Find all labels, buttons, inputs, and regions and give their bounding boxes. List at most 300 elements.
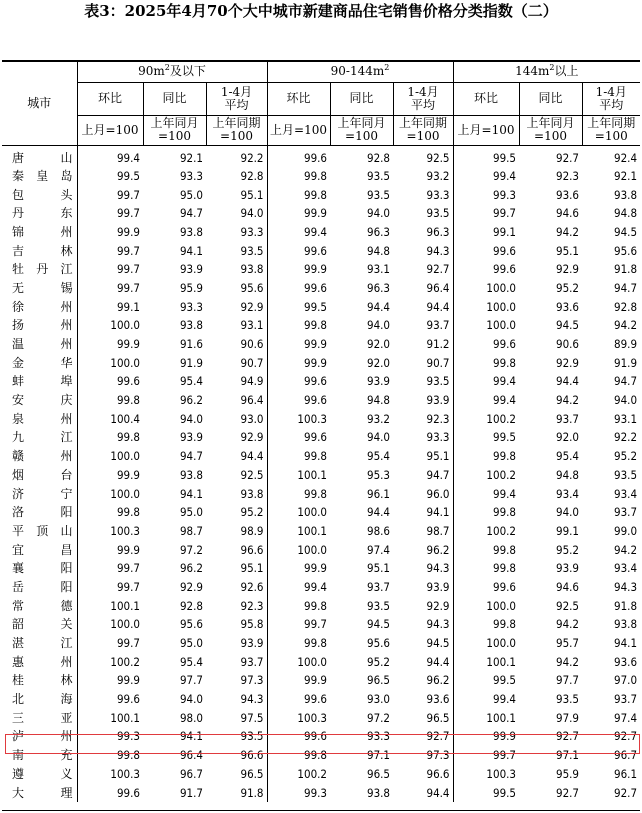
- index-value: 92.8: [179, 598, 203, 613]
- index-value: 94.4: [555, 374, 580, 389]
- city-name: 湛江: [2, 634, 77, 653]
- city-name: 惠州: [2, 652, 77, 671]
- index-value: 100.0: [486, 299, 517, 314]
- index-value: 95.2: [206, 503, 267, 522]
- index-value: 94.0: [366, 430, 391, 445]
- base-header-0: 上月=100: [77, 115, 143, 145]
- table-row: [2, 671, 640, 690]
- index-value: 94.8: [614, 206, 638, 221]
- index-value: 92.9: [555, 355, 580, 370]
- index-value: 95.3: [366, 467, 391, 482]
- index-value: 95.4: [179, 374, 203, 389]
- table-row: [2, 297, 640, 316]
- index-value: 96.6: [206, 746, 267, 765]
- index-value: 99.8: [492, 617, 517, 632]
- index-value: 94.5: [366, 617, 391, 632]
- index-value: 100.0: [110, 318, 140, 333]
- index-value: 97.5: [206, 708, 267, 727]
- index-value: 100.0: [486, 280, 517, 295]
- index-value: 100.2: [110, 654, 140, 669]
- index-value: 95.1: [393, 447, 453, 466]
- table-row: [2, 578, 640, 597]
- index-value: 92.0: [366, 355, 391, 370]
- index-value: 92.9: [206, 428, 267, 447]
- index-value: 99.7: [303, 617, 328, 632]
- city-name: 包头: [2, 185, 77, 204]
- index-value: 93.6: [555, 187, 580, 202]
- index-value: 99.3: [116, 729, 140, 744]
- index-value: 93.5: [393, 372, 453, 391]
- table-row: [2, 372, 640, 391]
- index-value: 99.5: [492, 430, 517, 445]
- index-value: 93.5: [366, 168, 391, 183]
- index-value: 99.8: [303, 187, 328, 202]
- index-value: 99.5: [116, 168, 140, 183]
- index-value: 99.7: [116, 243, 140, 258]
- index-value: 95.8: [206, 615, 267, 634]
- index-value: 95.1: [555, 243, 580, 258]
- group-header-small: $90m^2$及以下: [77, 61, 267, 82]
- index-value: 99.9: [303, 355, 328, 370]
- index-value: 93.4: [555, 486, 580, 501]
- table-row: [2, 634, 640, 653]
- index-value: 95.0: [179, 187, 203, 202]
- index-value: 95.4: [366, 449, 391, 464]
- index-value: 92.9: [555, 262, 580, 277]
- city-name: 赣州: [2, 447, 77, 466]
- index-value: 99.8: [492, 542, 517, 557]
- index-value: 100.2: [297, 766, 328, 781]
- index-value: 99.8: [303, 748, 328, 763]
- index-value: 94.6: [555, 206, 580, 221]
- index-value: 94.2: [614, 542, 638, 557]
- table-header: [2, 61, 640, 145]
- index-value: 94.4: [366, 505, 391, 520]
- index-value: 95.7: [555, 636, 580, 651]
- index-value: 96.3: [393, 223, 453, 242]
- index-value: 94.3: [393, 241, 453, 260]
- index-value: 97.3: [206, 671, 267, 690]
- sub-header-2: 1-4月 平均: [206, 82, 267, 115]
- city-name: 宜昌: [2, 540, 77, 559]
- sub-header-8: 1-4月 平均: [582, 82, 640, 115]
- index-value: 93.3: [366, 729, 391, 744]
- index-value: 100.0: [110, 617, 140, 632]
- index-value: 99.9: [303, 673, 328, 688]
- index-value: 97.1: [555, 748, 580, 763]
- index-value: 96.2: [179, 561, 203, 576]
- index-value: 92.0: [555, 430, 580, 445]
- index-value: 94.7: [614, 374, 638, 389]
- index-value: 91.2: [393, 335, 453, 354]
- index-value: 100.1: [297, 523, 328, 538]
- index-value: 99.8: [303, 636, 328, 651]
- index-value: 99.6: [116, 785, 140, 800]
- index-value: 93.6: [614, 654, 638, 669]
- city-name: 桂林: [2, 671, 77, 690]
- city-name: 吉林: [2, 241, 77, 260]
- index-value: 99.4: [303, 224, 328, 239]
- index-value: 99.8: [303, 449, 328, 464]
- table-row: [2, 185, 640, 204]
- index-value: 99.5: [303, 299, 328, 314]
- index-value: 99.8: [492, 355, 517, 370]
- index-value: 99.9: [303, 337, 328, 352]
- index-value: 100.0: [486, 318, 517, 333]
- index-value: 98.7: [393, 522, 453, 541]
- table-title: 表3：2025年4月70个大中城市新建商品住宅销售价格分类指数（二）: [84, 2, 558, 20]
- index-value: 99.7: [492, 206, 517, 221]
- index-value: 100.0: [110, 355, 140, 370]
- index-value: 94.0: [614, 393, 638, 408]
- index-value: 92.1: [179, 150, 203, 165]
- index-value: 95.4: [555, 449, 580, 464]
- index-value: 94.6: [555, 579, 580, 594]
- index-value: 94.0: [206, 204, 267, 223]
- index-value: 97.2: [179, 542, 203, 557]
- city-name: 烟台: [2, 466, 77, 485]
- index-value: 100.2: [486, 411, 517, 426]
- index-value: 99.7: [116, 206, 140, 221]
- city-name: 大理: [2, 783, 77, 802]
- city-name: 锦州: [2, 223, 77, 242]
- index-value: 100.3: [297, 710, 328, 725]
- index-value: 96.4: [206, 391, 267, 410]
- index-value: 93.1: [614, 411, 638, 426]
- index-value: 99.7: [116, 187, 140, 202]
- index-value: 93.5: [366, 598, 391, 613]
- index-value: 93.8: [614, 187, 638, 202]
- index-value: 93.5: [614, 467, 638, 482]
- index-value: 92.9: [179, 579, 203, 594]
- index-value: 94.0: [179, 411, 203, 426]
- index-value: 99.9: [303, 206, 328, 221]
- index-value: 99.8: [492, 561, 517, 576]
- index-value: 97.7: [179, 673, 203, 688]
- index-value: 99.6: [116, 692, 140, 707]
- index-value: 99.9: [116, 542, 140, 557]
- base-header-8: 上年同期 =100: [582, 115, 640, 145]
- index-value: 92.3: [555, 168, 580, 183]
- city-name: 平顶山: [2, 522, 77, 541]
- index-value: 97.9: [555, 710, 580, 725]
- base-header-5: 上年同期 =100: [393, 115, 453, 145]
- index-value: 99.9: [303, 561, 328, 576]
- index-value: 94.7: [179, 449, 203, 464]
- index-value: 98.0: [179, 710, 203, 725]
- index-value: 95.2: [366, 654, 391, 669]
- index-value: 93.4: [614, 561, 638, 576]
- index-value: 100.1: [486, 654, 517, 669]
- index-value: 93.9: [555, 561, 580, 576]
- index-value: 94.8: [366, 243, 391, 258]
- index-value: 92.8: [206, 167, 267, 186]
- table-bottom-rule: [2, 810, 640, 811]
- index-value: 92.1: [614, 168, 638, 183]
- city-name: 泉州: [2, 409, 77, 428]
- index-value: 99.8: [492, 449, 517, 464]
- index-value: 99.4: [492, 374, 517, 389]
- city-name: 牡丹江: [2, 260, 77, 279]
- index-value: 94.2: [555, 224, 580, 239]
- index-value: 93.9: [366, 374, 391, 389]
- city-name: 安庆: [2, 391, 77, 410]
- index-value: 93.7: [366, 579, 391, 594]
- index-value: 89.9: [614, 337, 638, 352]
- index-value: 96.6: [206, 540, 267, 559]
- table-row: [2, 447, 640, 466]
- group-header-medium: $90-144m^2$: [267, 61, 453, 82]
- city-name: 徐州: [2, 297, 77, 316]
- index-value: 96.2: [393, 671, 453, 690]
- index-value: 91.8: [206, 783, 267, 802]
- city-name: 金华: [2, 353, 77, 372]
- index-value: 94.1: [179, 243, 203, 258]
- index-value: 95.6: [366, 636, 391, 651]
- price-index-table: [2, 60, 640, 802]
- index-value: 99.6: [303, 692, 328, 707]
- sub-header-7: 同比: [519, 82, 582, 115]
- index-value: 99.8: [303, 598, 328, 613]
- index-value: 99.7: [116, 280, 140, 295]
- sub-header-1: 同比: [143, 82, 206, 115]
- index-value: 94.2: [555, 654, 580, 669]
- index-value: 93.3: [206, 223, 267, 242]
- table-row: [2, 145, 640, 167]
- index-value: 100.0: [110, 449, 140, 464]
- index-value: 99.8: [116, 748, 140, 763]
- index-value: 95.1: [366, 561, 391, 576]
- city-name: 丹东: [2, 204, 77, 223]
- index-value: 96.1: [366, 486, 391, 501]
- city-name: 温州: [2, 335, 77, 354]
- index-value: 95.6: [179, 617, 203, 632]
- index-value: 93.8: [179, 224, 203, 239]
- index-value: 96.5: [366, 673, 391, 688]
- index-value: 99.6: [116, 374, 140, 389]
- index-value: 94.2: [614, 318, 638, 333]
- table-row: [2, 690, 640, 709]
- index-value: 92.6: [206, 578, 267, 597]
- index-value: 93.3: [179, 299, 203, 314]
- table-row: [2, 353, 640, 372]
- index-value: 94.4: [206, 447, 267, 466]
- city-name: 九江: [2, 428, 77, 447]
- index-value: 96.3: [366, 280, 391, 295]
- index-value: 94.3: [614, 579, 638, 594]
- sub-header-3: 环比: [267, 82, 330, 115]
- index-value: 93.5: [206, 727, 267, 746]
- index-value: 99.8: [303, 318, 328, 333]
- index-value: 100.2: [486, 467, 517, 482]
- index-value: 99.1: [116, 299, 140, 314]
- index-value: 91.8: [614, 262, 638, 277]
- index-value: 93.8: [179, 467, 203, 482]
- index-value: 100.1: [486, 710, 517, 725]
- table-row: [2, 466, 640, 485]
- city-column-header: 城市: [2, 61, 77, 145]
- index-value: 92.9: [393, 596, 453, 615]
- index-value: 93.7: [206, 652, 267, 671]
- index-value: 96.3: [366, 224, 391, 239]
- index-value: 96.2: [393, 540, 453, 559]
- index-value: 92.3: [393, 409, 453, 428]
- table-row: [2, 652, 640, 671]
- index-value: 93.8: [206, 260, 267, 279]
- index-value: 92.3: [206, 596, 267, 615]
- index-value: 99.4: [492, 168, 517, 183]
- index-value: 90.6: [555, 337, 580, 352]
- index-value: 98.7: [179, 523, 203, 538]
- index-value: 99.6: [303, 729, 328, 744]
- index-value: 97.4: [614, 710, 638, 725]
- index-value: 100.0: [110, 486, 140, 501]
- table-row: [2, 783, 640, 802]
- index-value: 100.0: [486, 598, 517, 613]
- index-value: 100.3: [110, 523, 140, 538]
- index-value: 99.5: [492, 785, 517, 800]
- index-value: 100.1: [110, 710, 140, 725]
- city-name: 唐山: [2, 145, 77, 167]
- index-value: 93.1: [366, 262, 391, 277]
- index-value: 91.9: [614, 355, 638, 370]
- index-value: 99.4: [492, 692, 517, 707]
- index-value: 93.9: [393, 578, 453, 597]
- index-value: 96.1: [614, 766, 638, 781]
- index-value: 93.5: [393, 204, 453, 223]
- index-value: 94.0: [366, 206, 391, 221]
- city-name: 常德: [2, 596, 77, 615]
- index-value: 94.5: [393, 634, 453, 653]
- index-value: 92.7: [555, 785, 580, 800]
- index-value: 92.7: [614, 785, 638, 800]
- index-value: 99.6: [492, 243, 517, 258]
- index-value: 98.9: [206, 522, 267, 541]
- table-row: [2, 316, 640, 335]
- index-value: 99.6: [303, 430, 328, 445]
- city-name: 北海: [2, 690, 77, 709]
- index-value: 97.7: [555, 673, 580, 688]
- index-value: 95.9: [179, 280, 203, 295]
- index-value: 94.0: [555, 505, 580, 520]
- table-row: [2, 708, 640, 727]
- index-value: 93.6: [555, 299, 580, 314]
- index-value: 93.3: [179, 168, 203, 183]
- index-value: 93.1: [206, 316, 267, 335]
- index-value: 100.4: [110, 411, 140, 426]
- index-value: 100.3: [297, 411, 328, 426]
- index-value: 96.0: [393, 484, 453, 503]
- index-value: 93.0: [366, 692, 391, 707]
- index-value: 99.8: [492, 505, 517, 520]
- base-header-4: 上年同月 =100: [330, 115, 393, 145]
- index-value: 90.6: [206, 335, 267, 354]
- table-row: [2, 746, 640, 765]
- table-row: [2, 503, 640, 522]
- index-value: 99.9: [116, 467, 140, 482]
- index-value: 95.4: [179, 654, 203, 669]
- index-value: 99.8: [303, 486, 328, 501]
- index-value: 93.8: [179, 318, 203, 333]
- index-value: 100.1: [110, 598, 140, 613]
- table-row: [2, 428, 640, 447]
- index-value: 94.1: [179, 729, 203, 744]
- index-value: 94.2: [555, 393, 580, 408]
- index-value: 99.0: [614, 523, 638, 538]
- city-name: 秦皇岛: [2, 167, 77, 186]
- index-value: 90.7: [393, 353, 453, 372]
- index-value: 93.5: [206, 241, 267, 260]
- table-row: [2, 204, 640, 223]
- index-value: 97.3: [393, 746, 453, 765]
- index-value: 97.1: [366, 748, 391, 763]
- index-value: 96.7: [614, 748, 638, 763]
- index-value: 94.4: [393, 652, 453, 671]
- index-value: 91.7: [179, 785, 203, 800]
- index-value: 92.2: [614, 430, 638, 445]
- index-value: 94.1: [393, 503, 453, 522]
- index-value: 94.7: [393, 466, 453, 485]
- index-value: 92.8: [614, 299, 638, 314]
- index-value: 99.5: [492, 673, 517, 688]
- table-row: [2, 727, 640, 746]
- index-value: 95.2: [555, 542, 580, 557]
- table-row: [2, 615, 640, 634]
- index-value: 92.8: [366, 150, 391, 165]
- index-value: 94.2: [555, 617, 580, 632]
- table-row: [2, 484, 640, 503]
- table-row: [2, 279, 640, 298]
- sub-header-0: 环比: [77, 82, 143, 115]
- index-value: 95.1: [206, 559, 267, 578]
- table-row: [2, 765, 640, 784]
- index-value: 93.5: [366, 187, 391, 202]
- table-row: [2, 260, 640, 279]
- base-header-1: 上年同月 =100: [143, 115, 206, 145]
- index-value: 93.9: [393, 391, 453, 410]
- index-value: 93.5: [555, 692, 580, 707]
- index-value: 91.9: [179, 355, 203, 370]
- index-value: 99.7: [116, 579, 140, 594]
- index-value: 93.9: [179, 430, 203, 445]
- index-value: 98.6: [366, 523, 391, 538]
- base-header-3: 上月=100: [267, 115, 330, 145]
- index-value: 95.0: [179, 636, 203, 651]
- index-value: 99.3: [492, 187, 517, 202]
- index-value: 94.3: [393, 615, 453, 634]
- city-name: 无锡: [2, 279, 77, 298]
- index-value: 92.2: [206, 145, 267, 167]
- index-value: 93.9: [179, 262, 203, 277]
- index-value: 92.7: [393, 260, 453, 279]
- city-name: 岳阳: [2, 578, 77, 597]
- index-value: 96.2: [179, 393, 203, 408]
- index-value: 91.8: [614, 598, 638, 613]
- index-value: 92.7: [393, 727, 453, 746]
- city-name: 三亚: [2, 708, 77, 727]
- index-value: 99.9: [116, 337, 140, 352]
- index-value: 93.7: [393, 316, 453, 335]
- index-value: 99.3: [303, 785, 328, 800]
- index-value: 93.2: [366, 411, 391, 426]
- table-row: [2, 223, 640, 242]
- index-value: 93.0: [206, 409, 267, 428]
- index-value: 92.5: [206, 466, 267, 485]
- sub-header-4: 同比: [330, 82, 393, 115]
- index-value: 95.9: [555, 766, 580, 781]
- index-value: 91.6: [179, 337, 203, 352]
- table-row: [2, 241, 640, 260]
